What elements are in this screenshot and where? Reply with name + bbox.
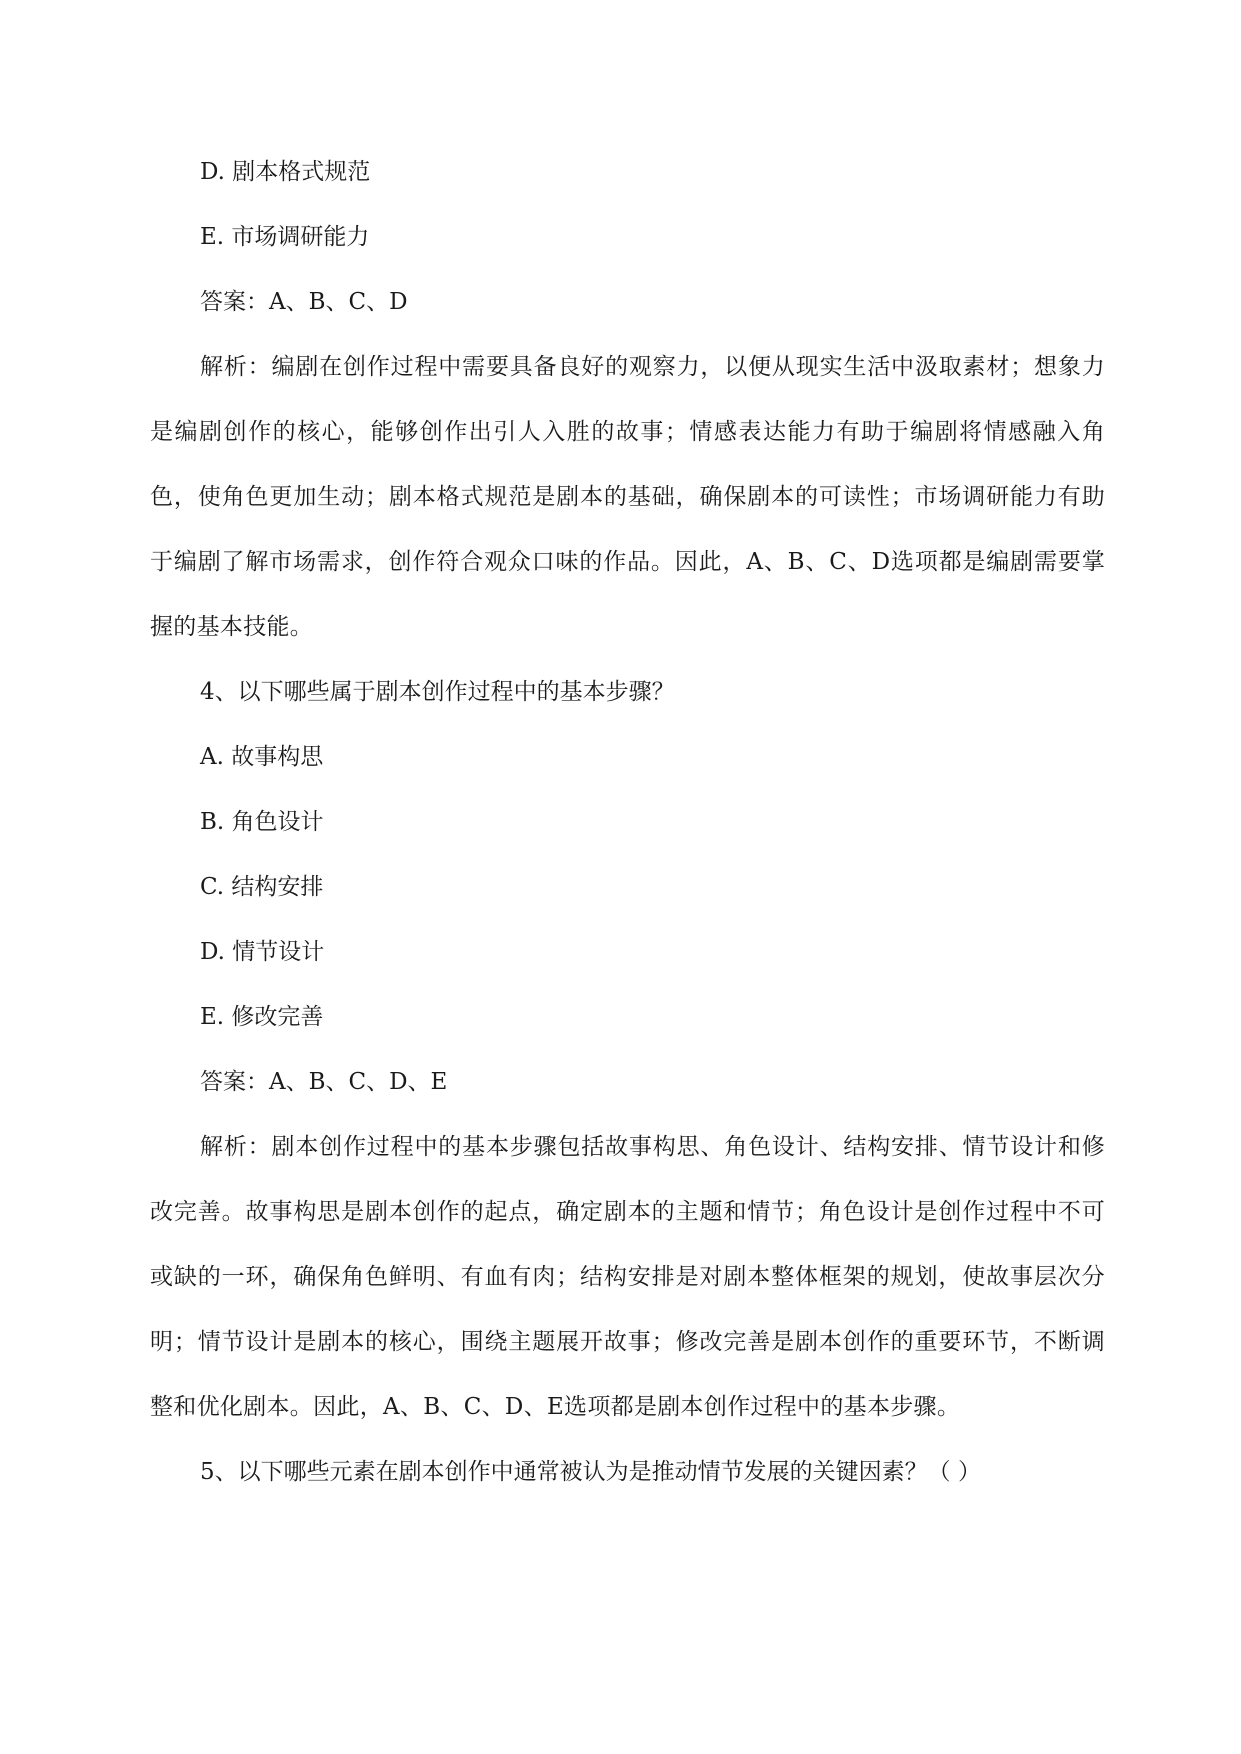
q4-option-e: E. 修改完善 xyxy=(200,1004,324,1030)
q4-option-d: D. 情节设计 xyxy=(200,939,325,965)
q3-option-e: E. 市场调研能力 xyxy=(200,224,370,250)
q4-option-a: A. 故事构思 xyxy=(200,744,324,770)
q3-option-d: D. 剧本格式规范 xyxy=(200,159,371,185)
q4-option-b: B. 角色设计 xyxy=(200,809,324,835)
q5-question: 5、以下哪些元素在剧本创作中通常被认为是推动情节发展的关键因素？（ ） xyxy=(200,1459,981,1485)
q3-answer: 答案：A、B、C、D xyxy=(200,289,408,315)
q4-answer: 答案：A、B、C、D、E xyxy=(200,1069,448,1095)
q4-analysis: 解析：剧本创作过程中的基本步骤包括故事构思、角色设计、结构安排、情节设计和修改完善。故事构思是剧本创作的起点，确定剧本的主题和情节；角色设计是创作过程中不可或缺的一环，确保角色鲜明、有血有肉；结构安排是对剧本整体框架的规划，使故事层次分明；情节设计是剧本的核心，围绕主题展开故事；修改完善是剧本创作的重要环节，不断调整和优化剧本。因此，A、B、C、D、E选项都是剧本创作过程中的基本步骤。 xyxy=(150,1134,1105,1420)
q4-question: 4、以下哪些属于剧本创作过程中的基本步骤？ xyxy=(200,679,675,705)
q3-analysis: 解析：编剧在创作过程中需要具备良好的观察力，以便从现实生活中汲取素材；想象力是编剧创作的核心，能够创作出引人入胜的故事；情感表达能力有助于编剧将情感融入角色，使角色更加生动；剧本格式规范是剧本的基础，确保剧本的可读性；市场调研能力有助于编剧了解市场需求，创作符合观众口味的作品。因此，A、B、C、D选项都是编剧需要掌握的基本技能。 xyxy=(150,354,1105,640)
document-page xyxy=(150,140,1105,1505)
q4-option-c: C. 结构安排 xyxy=(200,874,324,900)
